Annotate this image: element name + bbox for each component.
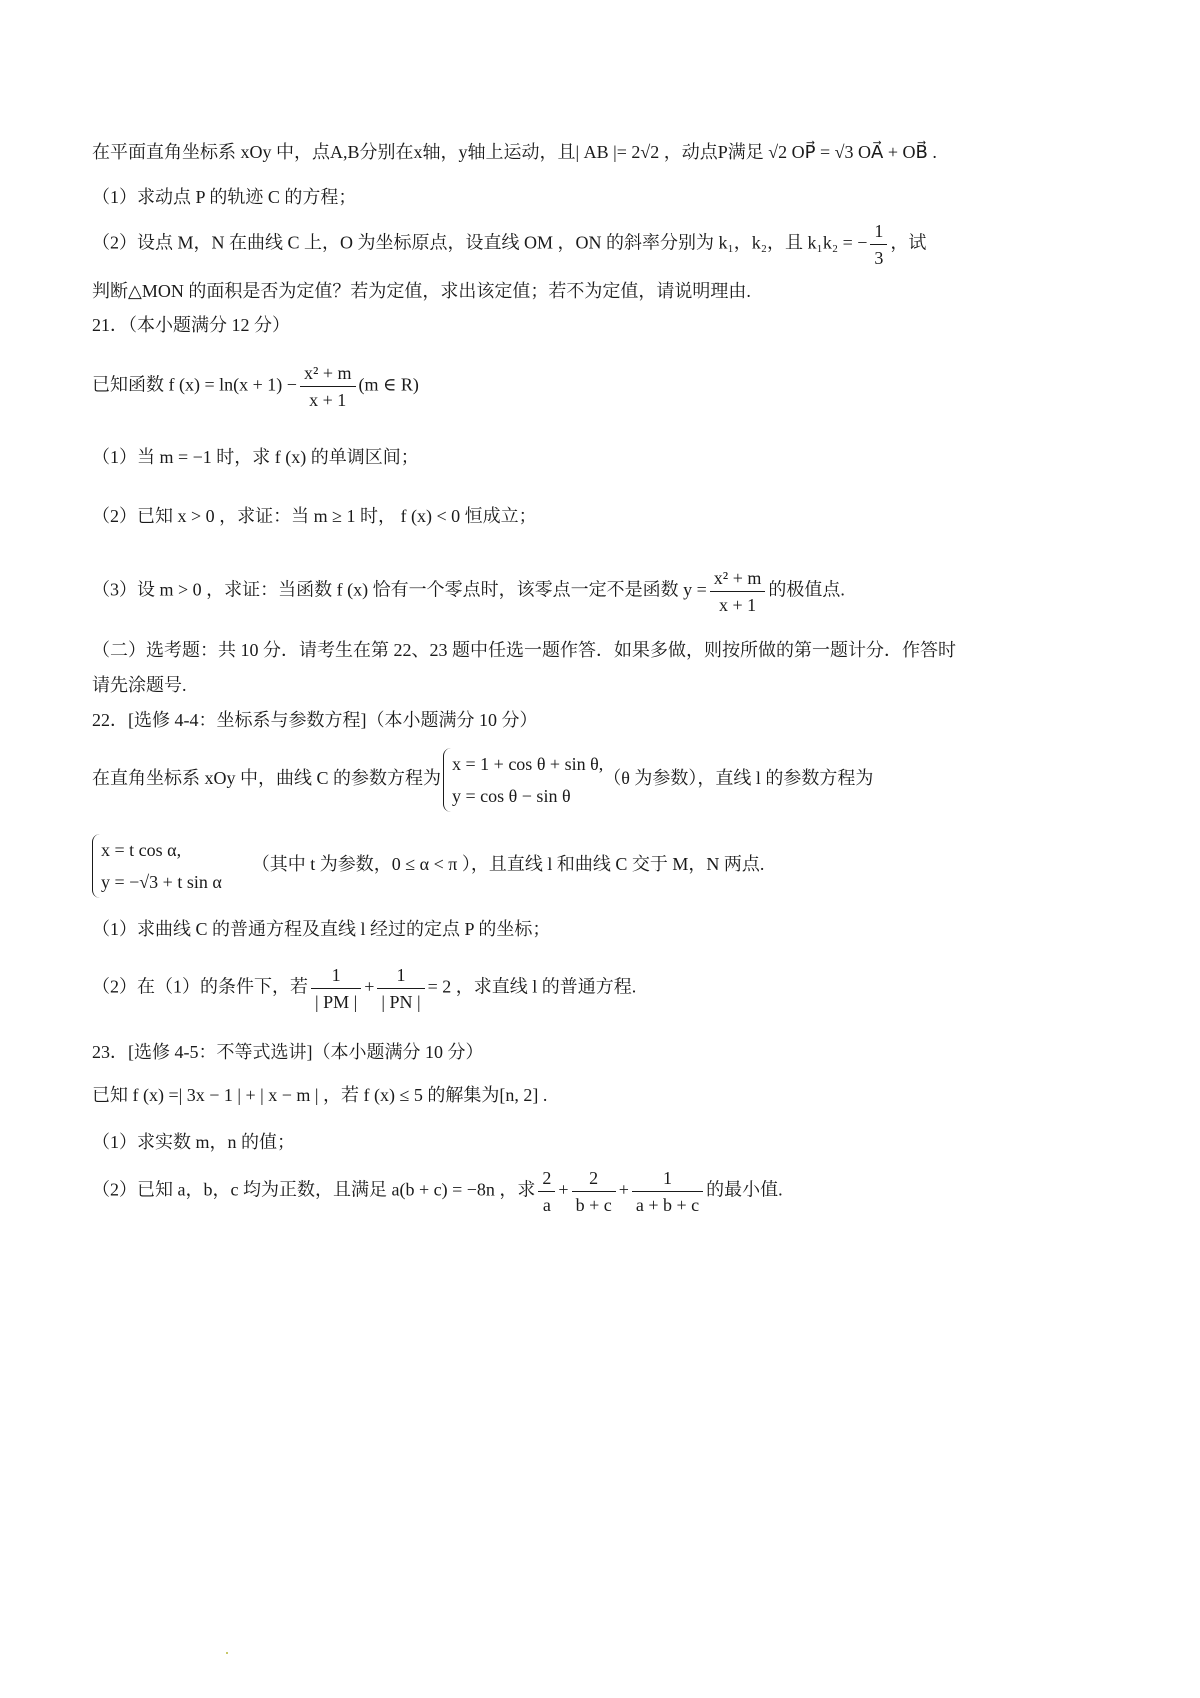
q20-part1: （1）求动点 P 的轨迹 C 的方程；	[92, 187, 357, 207]
plus-sign: +	[364, 976, 375, 997]
denominator: | PN |	[381, 992, 421, 1012]
denominator: x + 1	[309, 390, 347, 410]
numerator: 1	[377, 962, 424, 989]
q22-part2-tail: = 2 ，求直线 l 的普通方程.	[427, 976, 637, 997]
elective-note-cont: 请先涂题号.	[92, 675, 187, 695]
q21-title: 21．（本小题满分 12 分）	[92, 315, 290, 335]
q21-stem-text: 已知函数 f (x) = ln(x + 1) −	[92, 374, 297, 395]
q22-stem-text: 在直角坐标系 xOy 中，曲线 C 的参数方程为	[92, 768, 442, 789]
q21-part3-text: （3）设 m > 0 ，求证：当函数 f (x) 恰有一个零点时，该零点一定不是函数 y =	[92, 579, 707, 600]
fraction	[538, 1165, 555, 1218]
q22-part1: （1）求曲线 C 的普通方程及直线 l 经过的定点 P 的坐标；	[92, 919, 551, 939]
q22-stem-tail: （其中 t 为参数，0 ≤ α < π ），且直线 l 和曲线 C 交于 M，N 两点.	[251, 854, 765, 875]
numerator: 1	[311, 962, 361, 989]
q21-stem	[92, 360, 419, 413]
denominator: b + c	[575, 1195, 612, 1215]
denominator: x + 1	[719, 595, 757, 615]
numerator: x² + m	[710, 565, 766, 592]
equation-y: y = −√3 + t sin α	[101, 872, 222, 892]
q22-stem-cont	[92, 834, 764, 898]
equation-system-line	[92, 834, 222, 898]
q21-stem-tail: (m ∈ R)	[358, 374, 419, 395]
q22-title: 22．[选修 4-4：坐标系与参数方程]（本小题满分 10 分）	[92, 710, 538, 730]
q22-stem	[92, 748, 873, 812]
q23-part2-tail: 的最小值.	[706, 1179, 783, 1200]
q22-stem-mid: （θ 为参数），直线 l 的参数方程为	[603, 768, 874, 789]
q20-intro: 在平面直角坐标系 xOy 中，点A,B分别在x轴，y轴上运动，且| AB |= 2√2 ，动点P满足 √2 OP⃗ = √3 OA⃗ + OB⃗ .	[92, 142, 937, 162]
q20-part2-text: （2）设点 M，N 在曲线 C 上，O 为坐标原点，设直线 OM ，ON 的斜率分别为 k₁，k₂，且 k₁k₂ = −	[92, 232, 868, 253]
fraction	[311, 962, 361, 1015]
q20-part2	[92, 218, 926, 271]
plus-sign: +	[558, 1179, 569, 1200]
numerator: 2	[572, 1165, 616, 1192]
denominator: | PM |	[315, 992, 358, 1012]
numerator: 1	[870, 218, 887, 245]
fraction	[710, 565, 766, 618]
numerator: 1	[632, 1165, 703, 1192]
elective-note: （二）选考题：共 10 分．请考生在第 22、23 题中任选一题作答．如果多做，则按所做的第一题计分．作答时	[92, 640, 956, 660]
equation-system-curve	[443, 748, 603, 812]
q23-part2	[92, 1165, 783, 1218]
denominator: 3	[874, 248, 884, 268]
q23-part1: （1）求实数 m，n 的值；	[92, 1132, 296, 1152]
scan-artifact-dot	[226, 1652, 228, 1654]
q23-title: 23．[选修 4-5：不等式选讲]（本小题满分 10 分）	[92, 1042, 484, 1062]
q23-stem: 已知 f (x) =| 3x − 1 | + | x − m | ，若 f (x) ≤ 5 的解集为[n, 2] .	[92, 1085, 548, 1105]
q21-part1: （1）当 m = −1 时，求 f (x) 的单调区间；	[92, 447, 419, 467]
q22-part2-text: （2）在（1）的条件下，若	[92, 976, 308, 997]
q21-part2: （2）已知 x > 0 ，求证：当 m ≥ 1 时， f (x) < 0 恒成立；	[92, 506, 537, 526]
equation-y: y = cos θ − sin θ	[452, 786, 571, 806]
fraction	[572, 1165, 616, 1218]
q21-part3-tail: 的极值点.	[768, 579, 845, 600]
fraction	[632, 1165, 703, 1218]
q23-part2-text: （2）已知 a，b，c 均为正数，且满足 a(b + c) = −8n ，求	[92, 1179, 536, 1200]
fraction	[300, 360, 356, 413]
equation-x: x = 1 + cos θ + sin θ,	[452, 754, 604, 774]
q20-part2-tail: ，试	[890, 232, 927, 253]
q21-part3	[92, 565, 845, 618]
fraction-one-third	[870, 218, 887, 271]
plus-sign: +	[618, 1179, 629, 1200]
numerator: x² + m	[300, 360, 356, 387]
equation-x: x = t cos α,	[101, 840, 182, 860]
q22-part2	[92, 962, 636, 1015]
q20-part2-cont: 判断△MON 的面积是否为定值？若为定值，求出该定值；若不为定值，请说明理由.	[92, 281, 751, 301]
fraction	[377, 962, 424, 1015]
denominator: a + b + c	[635, 1195, 700, 1215]
numerator: 2	[538, 1165, 555, 1192]
denominator: a	[542, 1195, 551, 1215]
